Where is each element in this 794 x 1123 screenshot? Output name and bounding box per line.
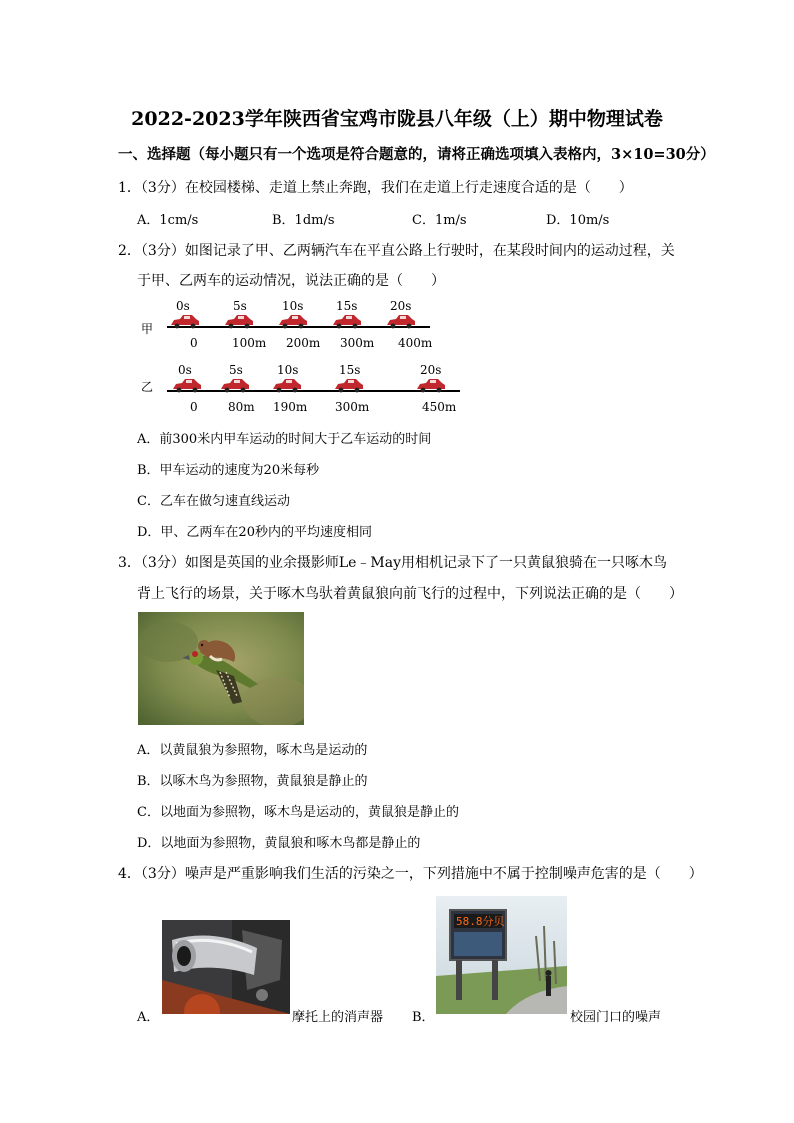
car-a-distance-3: 300m xyxy=(340,336,375,350)
page-title: 2022-2023学年陕西省宝鸡市陇县八年级（上）期中物理试卷 xyxy=(131,108,663,130)
car-b-time-1: 5s xyxy=(229,363,243,377)
car-b-distance-0: 0 xyxy=(190,400,198,414)
q4-option-a-caption: 摩托上的消声器 xyxy=(292,1010,384,1025)
noise-sign-display: 58.8分贝 xyxy=(456,915,505,928)
q1-option-c: C．1m/s xyxy=(412,213,467,228)
q3-option-c: C．以地面为参照物，啄木鸟是运动的，黄鼠狼是静止的 xyxy=(137,805,459,820)
car-a-distance-1: 100m xyxy=(232,336,267,350)
q1-stem: 1．（3分）在校园楼梯、走道上禁止奔跑，我们在走道上行走速度合适的是（ ） xyxy=(118,180,633,196)
car-a-time-3: 15s xyxy=(336,299,358,313)
car-a-time-1: 5s xyxy=(233,299,247,313)
q2-stem-line-2: 于甲、乙两车的运动情况，说法正确的是（ ） xyxy=(137,273,445,289)
car-a-time-0: 0s xyxy=(176,299,190,313)
car-a-distance-2: 200m xyxy=(286,336,321,350)
q2-option-d: D．甲、乙两车在20秒内的平均速度相同 xyxy=(137,525,372,540)
car-a-time-2: 10s xyxy=(282,299,304,313)
car-a-distance-0: 0 xyxy=(190,336,198,350)
car-b-distance-4: 450m xyxy=(422,400,457,414)
q1-option-b: B．1dm/s xyxy=(272,213,335,228)
q2-option-a: A．前300米内甲车运动的时间大于乙车运动的时间 xyxy=(137,432,432,447)
car-a-distance-4: 400m xyxy=(398,336,433,350)
q4-stem: 4．（3分）噪声是严重影响我们生活的污染之一，下列措施中不属于控制噪声危害的是（ ） xyxy=(118,866,703,882)
noise-monitor-sign-photo xyxy=(436,896,567,1014)
q3-stem-line-1: 3．（3分）如图是英国的业余摄影师Le﹣May用相机记录下了一只黄鼠狼骑在一只啄木鸟 xyxy=(118,555,667,571)
car-a-label: 甲 xyxy=(141,322,154,336)
car-b-time-4: 20s xyxy=(420,363,442,377)
q2-option-c: C．乙车在做匀速直线运动 xyxy=(137,494,290,509)
q3-stem-line-2: 背上飞行的场景，关于啄木鸟驮着黄鼠狼向前飞行的过程中，下列说法正确的是（ ） xyxy=(137,586,683,602)
q4-option-b-label: B． xyxy=(412,1010,435,1025)
weasel-woodpecker-photo xyxy=(138,612,304,725)
q1-option-a: A．1cm/s xyxy=(137,213,199,228)
q3-option-d: D．以地面为参照物，黄鼠狼和啄木鸟都是静止的 xyxy=(137,836,421,851)
motorcycle-muffler-photo xyxy=(162,920,290,1014)
q4-option-b-caption: 校园门口的噪声 xyxy=(570,1010,662,1025)
q3-option-b: B．以啄木鸟为参照物，黄鼠狼是静止的 xyxy=(137,774,368,789)
q3-option-a: A．以黄鼠狼为参照物，啄木鸟是运动的 xyxy=(137,743,368,758)
section-heading: 一、选择题（每小题只有一个选项是符合题意的，请将正确选项填入表格内，3×10=30分） xyxy=(118,146,715,163)
q2-stem-line-1: 2．（3分）如图记录了甲、乙两辆汽车在平直公路上行驶时，在某段时间内的运动过程，关 xyxy=(118,243,675,259)
car-b-time-2: 10s xyxy=(277,363,299,377)
q4-option-a-label: A． xyxy=(137,1010,160,1025)
car-a-time-4: 20s xyxy=(390,299,412,313)
car-b-distance-1: 80m xyxy=(228,400,255,414)
car-b-time-3: 15s xyxy=(339,363,361,377)
car-b-label: 乙 xyxy=(141,380,154,394)
car-b-time-0: 0s xyxy=(178,363,192,377)
car-b-distance-2: 190m xyxy=(273,400,308,414)
q2-motion-diagram xyxy=(130,295,480,420)
car-b-distance-3: 300m xyxy=(335,400,370,414)
q2-option-b: B．甲车运动的速度为20米每秒 xyxy=(137,463,320,478)
q1-option-d: D．10m/s xyxy=(546,213,610,228)
